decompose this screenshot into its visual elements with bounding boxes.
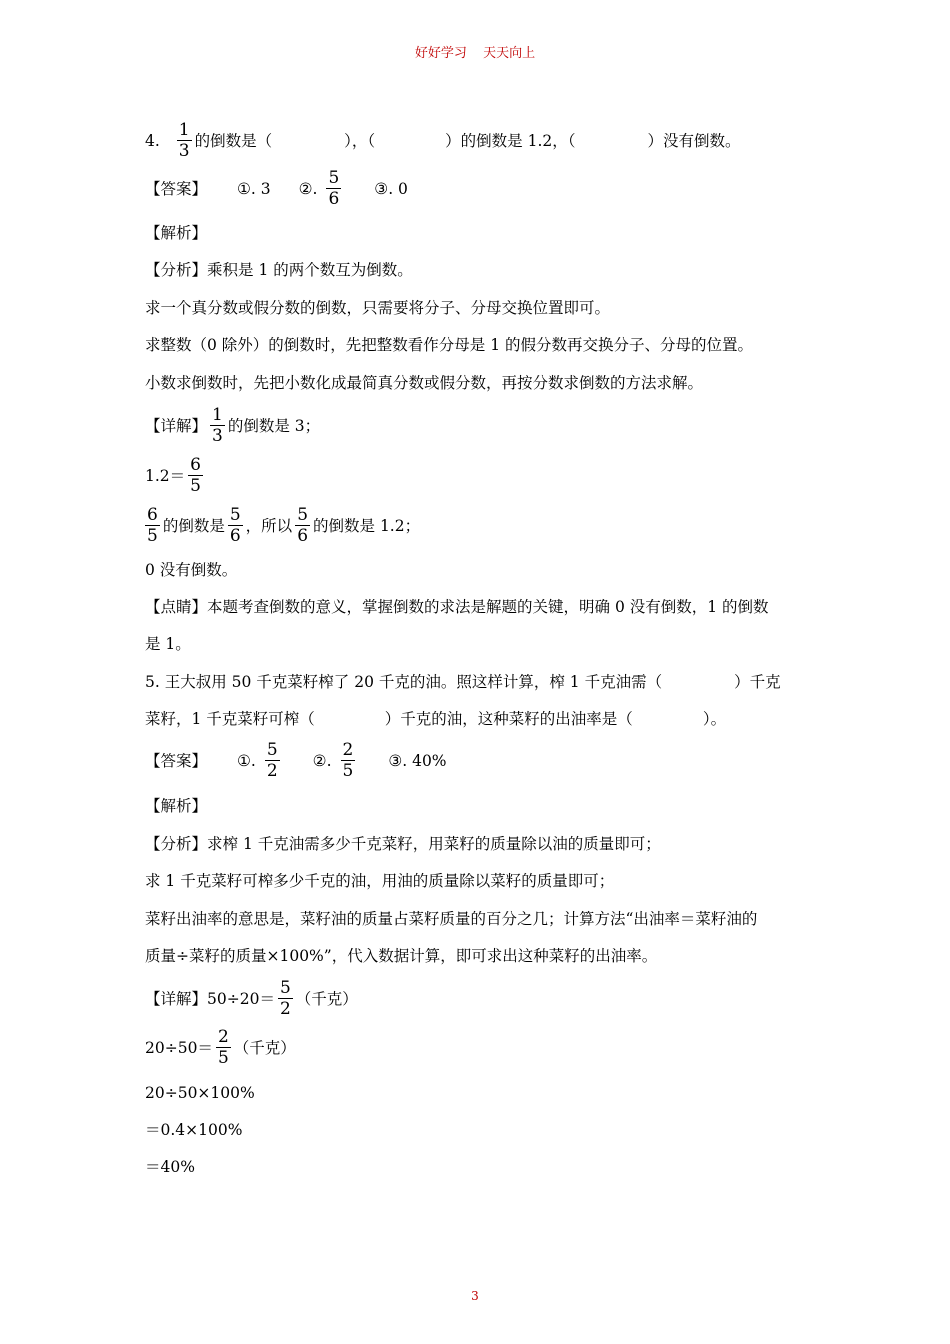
- fraction: [228, 505, 243, 546]
- q5-fenxi-2: 求 1 千克菜籽可榨多少千克的油，用油的质量除以菜籽的质量即可；: [145, 872, 615, 890]
- text: 的倒数是 1.2；: [313, 516, 421, 535]
- q4-jiexi: 【解析】: [145, 224, 208, 242]
- q5-question-line-1: [145, 671, 781, 693]
- q4-text-c: ）的倒数是 1.2，（: [445, 131, 576, 150]
- fenxi-text: 乘积是 1 的两个数互为倒数。: [207, 261, 413, 279]
- q4-ans2-prefix: ②.: [298, 179, 318, 198]
- q5-answer-line: [145, 740, 447, 781]
- unit-text: （千克）: [295, 989, 358, 1008]
- frac-denominator: 5: [190, 476, 201, 496]
- q5-text: ）千克的油，这种菜籽的出油率是（: [384, 710, 633, 728]
- q5-xiangjie-3: 20÷50×100%: [145, 1084, 255, 1102]
- frac-denominator: 2: [279, 999, 291, 1019]
- page-header: [0, 42, 950, 61]
- q4-text-b: ），（: [344, 131, 376, 150]
- frac-numerator: 5: [229, 505, 241, 525]
- frac-denominator: 5: [147, 526, 158, 546]
- frac-denominator: 5: [217, 1048, 229, 1068]
- q4-ans3: ③. 0: [374, 179, 408, 198]
- frac-denominator: 2: [266, 761, 278, 781]
- q4-xiangjie-3: [142, 505, 420, 546]
- frac-numerator: 5: [266, 740, 278, 760]
- q4-fenxi-2: 求一个真分数或假分数的倒数，只需要将分子、分母交换位置即可。: [145, 299, 611, 317]
- frac-numerator: 2: [217, 1027, 229, 1047]
- q4-xiangjie-4: 0 没有倒数。: [145, 561, 238, 579]
- frac-numerator: 5: [328, 168, 340, 188]
- frac-numerator: 1: [178, 120, 190, 140]
- q5-xiangjie-4: ＝0.4×100%: [145, 1121, 243, 1139]
- q4-xiangjie-1: [145, 405, 320, 446]
- q4-text-a: 的倒数是（: [194, 131, 273, 150]
- q4-dianjing-2: 是 1。: [145, 635, 191, 653]
- frac-numerator: 6: [147, 505, 158, 525]
- frac-denominator: 3: [178, 141, 190, 161]
- fraction: [278, 978, 293, 1019]
- q5-text: ）。: [702, 710, 727, 728]
- q5-ans2-prefix: ②.: [312, 751, 332, 770]
- q4-number: 4.: [145, 131, 160, 150]
- q5-ans1-fraction: [265, 740, 280, 781]
- q5-xiangjie-2: [145, 1027, 296, 1068]
- answer-label: 【答案】: [145, 179, 208, 198]
- frac-numerator: 6: [190, 455, 201, 475]
- q4-dianjing-1: [145, 596, 769, 618]
- page-number: 3: [471, 1289, 479, 1303]
- q4-fraction: [177, 120, 192, 161]
- q5-text: ）千克: [734, 673, 781, 691]
- xiangjie-text: 的倒数是 3；: [227, 416, 321, 435]
- q5-fenxi-4: 质量÷菜籽的质量×100%”，代入数据计算，即可求出这种菜籽的出油率。: [145, 947, 658, 965]
- frac-denominator: 6: [297, 526, 309, 546]
- fraction: [216, 1027, 231, 1068]
- frac-numerator: 2: [342, 740, 354, 760]
- q5-text: 5. 王大叔用 50 千克菜籽榨了 20 千克的油。照这样计算，榨 1 千克油需（: [145, 673, 663, 691]
- fenxi-label: 【分析】: [145, 835, 208, 853]
- frac-denominator: 3: [212, 426, 223, 446]
- q4-answer-line: [145, 168, 408, 209]
- dianjing-text: 本题考查倒数的意义，掌握倒数的求法是解题的关键，明确 0 没有倒数，1 的倒数: [207, 598, 769, 616]
- fenxi-text: 求榨 1 千克油需多少千克菜籽，用菜籽的质量除以油的质量即可；: [207, 835, 661, 853]
- unit-text: （千克）: [233, 1038, 296, 1057]
- q5-ans2-fraction: [341, 740, 356, 781]
- fraction: [295, 505, 310, 546]
- frac-denominator: 6: [229, 526, 241, 546]
- q5-text: 菜籽，1 千克菜籽可榨（: [145, 710, 315, 728]
- q5-jiexi: 【解析】: [145, 797, 208, 815]
- q5-ans1-prefix: ①.: [237, 751, 256, 770]
- q4-fenxi-4: 小数求倒数时，先把小数化成最简真分数或假分数，再按分数求倒数的方法求解。: [145, 374, 704, 392]
- q4-fenxi-3: 求整数（0 除外）的倒数时，先把整数看作分母是 1 的假分数再交换分子、分母的位置。: [145, 336, 754, 354]
- fenxi-label: 【分析】: [145, 261, 208, 279]
- xiangjie-label: 【详解】: [145, 416, 208, 435]
- equation-prefix: 50÷20＝: [207, 989, 275, 1008]
- q4-fenxi-1: [145, 259, 413, 281]
- fraction: [188, 455, 203, 496]
- q5-fenxi-3: 菜籽出油率的意思是，菜籽油的质量占菜籽质量的百分之几；计算方法“出油率＝菜籽油的: [145, 910, 758, 928]
- frac-numerator: 1: [212, 405, 223, 425]
- equation-prefix: 20÷50＝: [145, 1038, 213, 1057]
- text: ，所以: [245, 516, 293, 535]
- header-left-text: 好好学习: [414, 46, 467, 61]
- header-right-text: 天天向上: [483, 46, 536, 61]
- q4-ans1: ①. 3: [237, 179, 271, 198]
- q5-ans3: ③. 40%: [388, 751, 447, 770]
- q4-xiangjie-2: [145, 455, 206, 496]
- equation-prefix: 1.2＝: [145, 466, 186, 485]
- q4-question-line: [145, 120, 741, 161]
- dianjing-label: 【点睛】: [145, 598, 208, 616]
- answer-label: 【答案】: [145, 751, 208, 770]
- q5-fenxi-1: [145, 833, 661, 855]
- text: 的倒数是: [162, 516, 225, 535]
- q5-xiangjie-5: ＝40%: [145, 1158, 195, 1176]
- q4-text-d: ）没有倒数。: [647, 131, 741, 150]
- frac-numerator: 5: [279, 978, 291, 998]
- q4-ans2-fraction: [326, 168, 341, 209]
- xiangjie-label: 【详解】: [145, 989, 208, 1008]
- frac-denominator: 6: [328, 189, 340, 209]
- fraction: [210, 405, 225, 446]
- frac-denominator: 5: [342, 761, 354, 781]
- q5-xiangjie-1: [145, 978, 358, 1019]
- fraction: [145, 505, 160, 546]
- q5-question-line-2: [145, 708, 726, 730]
- frac-numerator: 5: [297, 505, 309, 525]
